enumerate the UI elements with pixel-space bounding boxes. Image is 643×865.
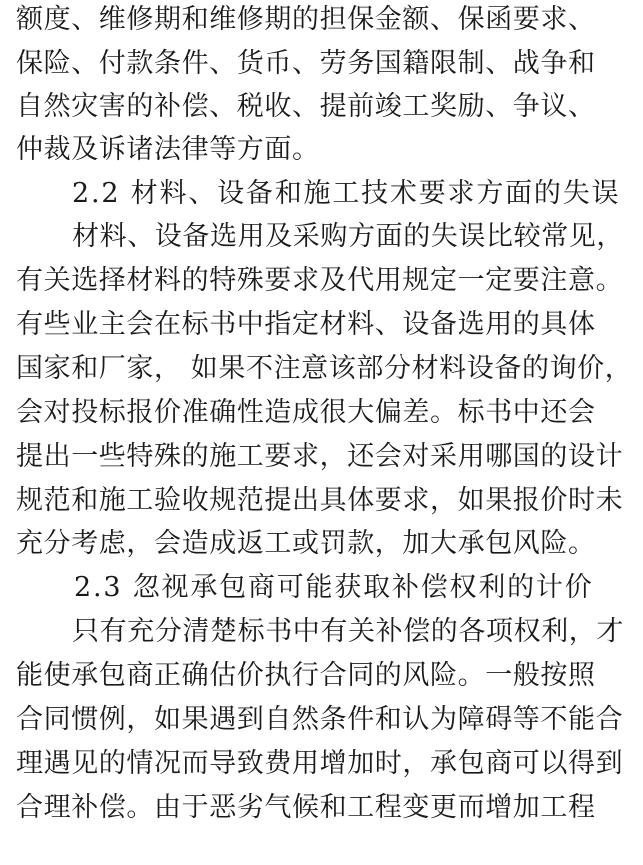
text-line: 会对投标报价准确性造成很大偏差。标书中还会: [16, 397, 596, 428]
text-line: 额度、维修期和维修期的担保金额、保函要求、: [16, 4, 596, 35]
text-line: 自然灾害的补偿、税收、提前竣工奖励、争议、: [16, 91, 596, 122]
section-heading: 2.2 材料、设备和施工技术要求方面的失误: [72, 178, 621, 209]
section-heading: 2.3 忽视承包商可能获取补偿权利的计价: [74, 572, 594, 603]
text-line: 有些业主会在标书中指定材料、设备选用的具体: [16, 309, 596, 340]
text-line: 规范和施工验收规范提出具体要求，如果报价时未: [16, 485, 624, 516]
text-line: 保险、付款条件、货币、劳务国籍限制、战争和: [16, 48, 596, 79]
paragraph-first-line: 材料、设备选用及采购方面的失误比较常见，: [72, 221, 624, 252]
text-line: 仲裁及诉诸法律等方面。: [16, 134, 320, 165]
text-line: 提出一些特殊的施工要求，还会对采用哪国的设计: [16, 441, 624, 472]
text-line: 有关选择材料的特殊要求及代用规定一定要注意。: [16, 265, 624, 296]
text-line: 国家和厂家， 如果不注意该部分材料设备的询价，: [16, 353, 633, 384]
paragraph-first-line: 只有充分清楚标书中有关补偿的各项权利，才: [72, 616, 624, 647]
text-line: 理遇见的情况而导致费用增加时，承包商可以得到: [16, 748, 624, 779]
text-line: 合理补偿。由于恶劣气候和工程变更而增加工程: [16, 792, 596, 823]
text-line: 合同惯例，如果遇到自然条件和认为障碍等不能合: [16, 704, 624, 735]
text-line: 能使承包商正确估价执行合同的风险。一般按照: [16, 660, 596, 691]
text-line: 充分考虑，会造成返工或罚款，加大承包风险。: [16, 528, 596, 559]
